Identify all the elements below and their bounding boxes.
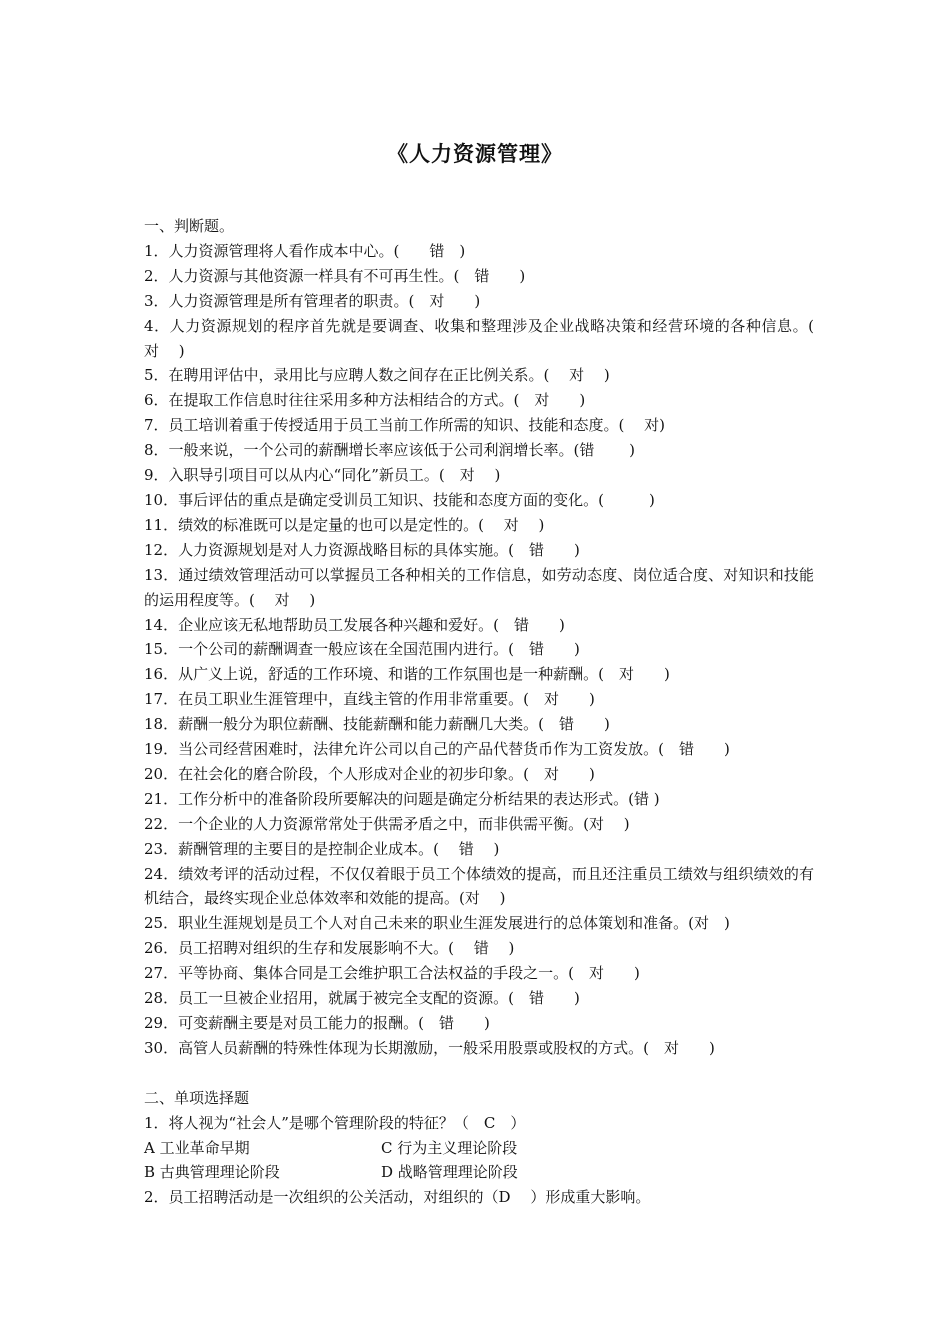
question-item: 13．通过绩效管理活动可以掌握员工各种相关的工作信息，如劳动态度、岗位适合度、对知识和技能的运用程度等。( 对 ) xyxy=(144,565,814,609)
question-item: 8．一般来说，一个公司的薪酬增长率应该低于公司利润增长率。(错 ) xyxy=(144,441,636,460)
option-c: C 行为主义理论阶段 xyxy=(381,1138,518,1157)
question-item: 14．企业应该无私地帮助员工发展各种兴趣和爱好。( 错 ) xyxy=(144,615,565,634)
document-title: 《人力资源管理》 xyxy=(387,141,563,166)
section-heading: 二、单项选择题 xyxy=(144,1088,250,1107)
question-item: 9．入职导引项目可以从内心“同化”新员工。( 对 ) xyxy=(144,466,501,485)
question-item: 25．职业生涯规划是员工个人对自己未来的职业生涯发展进行的总体策划和准备。(对 ) xyxy=(144,914,730,933)
question-item: 17．在员工职业生涯管理中，直线主管的作用非常重要。( 对 ) xyxy=(144,690,595,709)
question-item: 27．平等协商、集体合同是工会维护职工合法权益的手段之一。( 对 ) xyxy=(144,964,640,983)
question-item: 21．工作分析中的准备阶段所要解决的问题是确定分析结果的表达形式。(错 ) xyxy=(144,789,660,808)
question-item: 22．一个企业的人力资源常常处于供需矛盾之中，而非供需平衡。(对 ) xyxy=(144,814,630,833)
question-item: 16．从广义上说，舒适的工作环境、和谐的工作氛围也是一种薪酬。( 对 ) xyxy=(144,665,670,684)
question-item: 1．人力资源管理将人看作成本中心。( 错 ) xyxy=(144,241,466,260)
question-item: 28．员工一旦被企业招用，就属于被完全支配的资源。( 错 ) xyxy=(144,989,580,1008)
question-item: 20．在社会化的磨合阶段，个人形成对企业的初步印象。( 对 ) xyxy=(144,764,595,783)
document-body xyxy=(144,214,830,1210)
question-item: 26．员工招聘对组织的生存和发展影响不大。( 错 ) xyxy=(144,939,515,958)
question-item: 7．员工培训着重于传授适用于员工当前工作所需的知识、技能和态度。( 对) xyxy=(144,416,666,435)
option-row xyxy=(144,1136,814,1161)
option-a: A 工业革命早期 xyxy=(144,1138,250,1157)
question-item: 29．可变薪酬主要是对员工能力的报酬。( 错 ) xyxy=(144,1014,490,1032)
question-item: 6．在提取工作信息时往往采用多种方法相结合的方式。( 对 ) xyxy=(144,391,586,410)
section-heading: 一、判断题。 xyxy=(144,217,235,235)
option-row xyxy=(144,1160,814,1185)
choice-question: 2．员工招聘活动是一次组织的公关活动，对组织的（D ）形成重大影响。 xyxy=(144,1188,651,1207)
question-item: 19．当公司经营困难时，法律允许公司以自己的产品代替货币作为工资发放。( 错 ) xyxy=(144,740,730,759)
question-item: 3．人力资源管理是所有管理者的职责。( 对 ) xyxy=(144,291,481,310)
true-false-question-list xyxy=(144,239,830,1061)
question-item: 11．绩效的标准既可以是定量的也可以是定性的。( 对 ) xyxy=(144,515,545,534)
question-item: 23．薪酬管理的主要目的是控制企业成本。( 错 ) xyxy=(144,839,500,858)
question-item: 24．绩效考评的活动过程，不仅仅着眼于员工个体绩效的提高，而且还注重员工绩效与组织绩效的有机结合，最终实现企业总体效率和效能的提高。(对 ) xyxy=(144,864,814,908)
question-item: 15．一个公司的薪酬调查一般应该在全国范围内进行。( 错 ) xyxy=(144,640,580,659)
question-item: 12．人力资源规划是对人力资源战略目标的具体实施。( 错 ) xyxy=(144,540,580,559)
question-item: 10．事后评估的重点是确定受训员工知识、技能和态度方面的变化。( ) xyxy=(144,490,655,509)
question-item: 18．薪酬一般分为职位薪酬、技能薪酬和能力薪酬几大类。( 错 ) xyxy=(144,715,610,734)
question-item: 5．在聘用评估中，录用比与应聘人数之间存在正比例关系。( 对 ) xyxy=(144,366,610,385)
question-item: 30．高管人员薪酬的特殊性体现为长期激励，一般采用股票或股权的方式。( 对 ) xyxy=(144,1038,715,1057)
option-d: D 战略管理理论阶段 xyxy=(381,1163,518,1182)
section-spacer xyxy=(144,1061,814,1086)
question-item: 4．人力资源规划的程序首先就是要调查、收集和整理涉及企业战略决策和经营环境的各种信息。( 对 ) xyxy=(144,316,830,360)
question-item: 2．人力资源与其他资源一样具有不可再生性。( 错 ) xyxy=(144,266,526,285)
choice-question: 1．将人视为“社会人”是哪个管理阶段的特征？（ C ） xyxy=(144,1113,526,1132)
option-b: B 古典管理理论阶段 xyxy=(144,1163,280,1182)
